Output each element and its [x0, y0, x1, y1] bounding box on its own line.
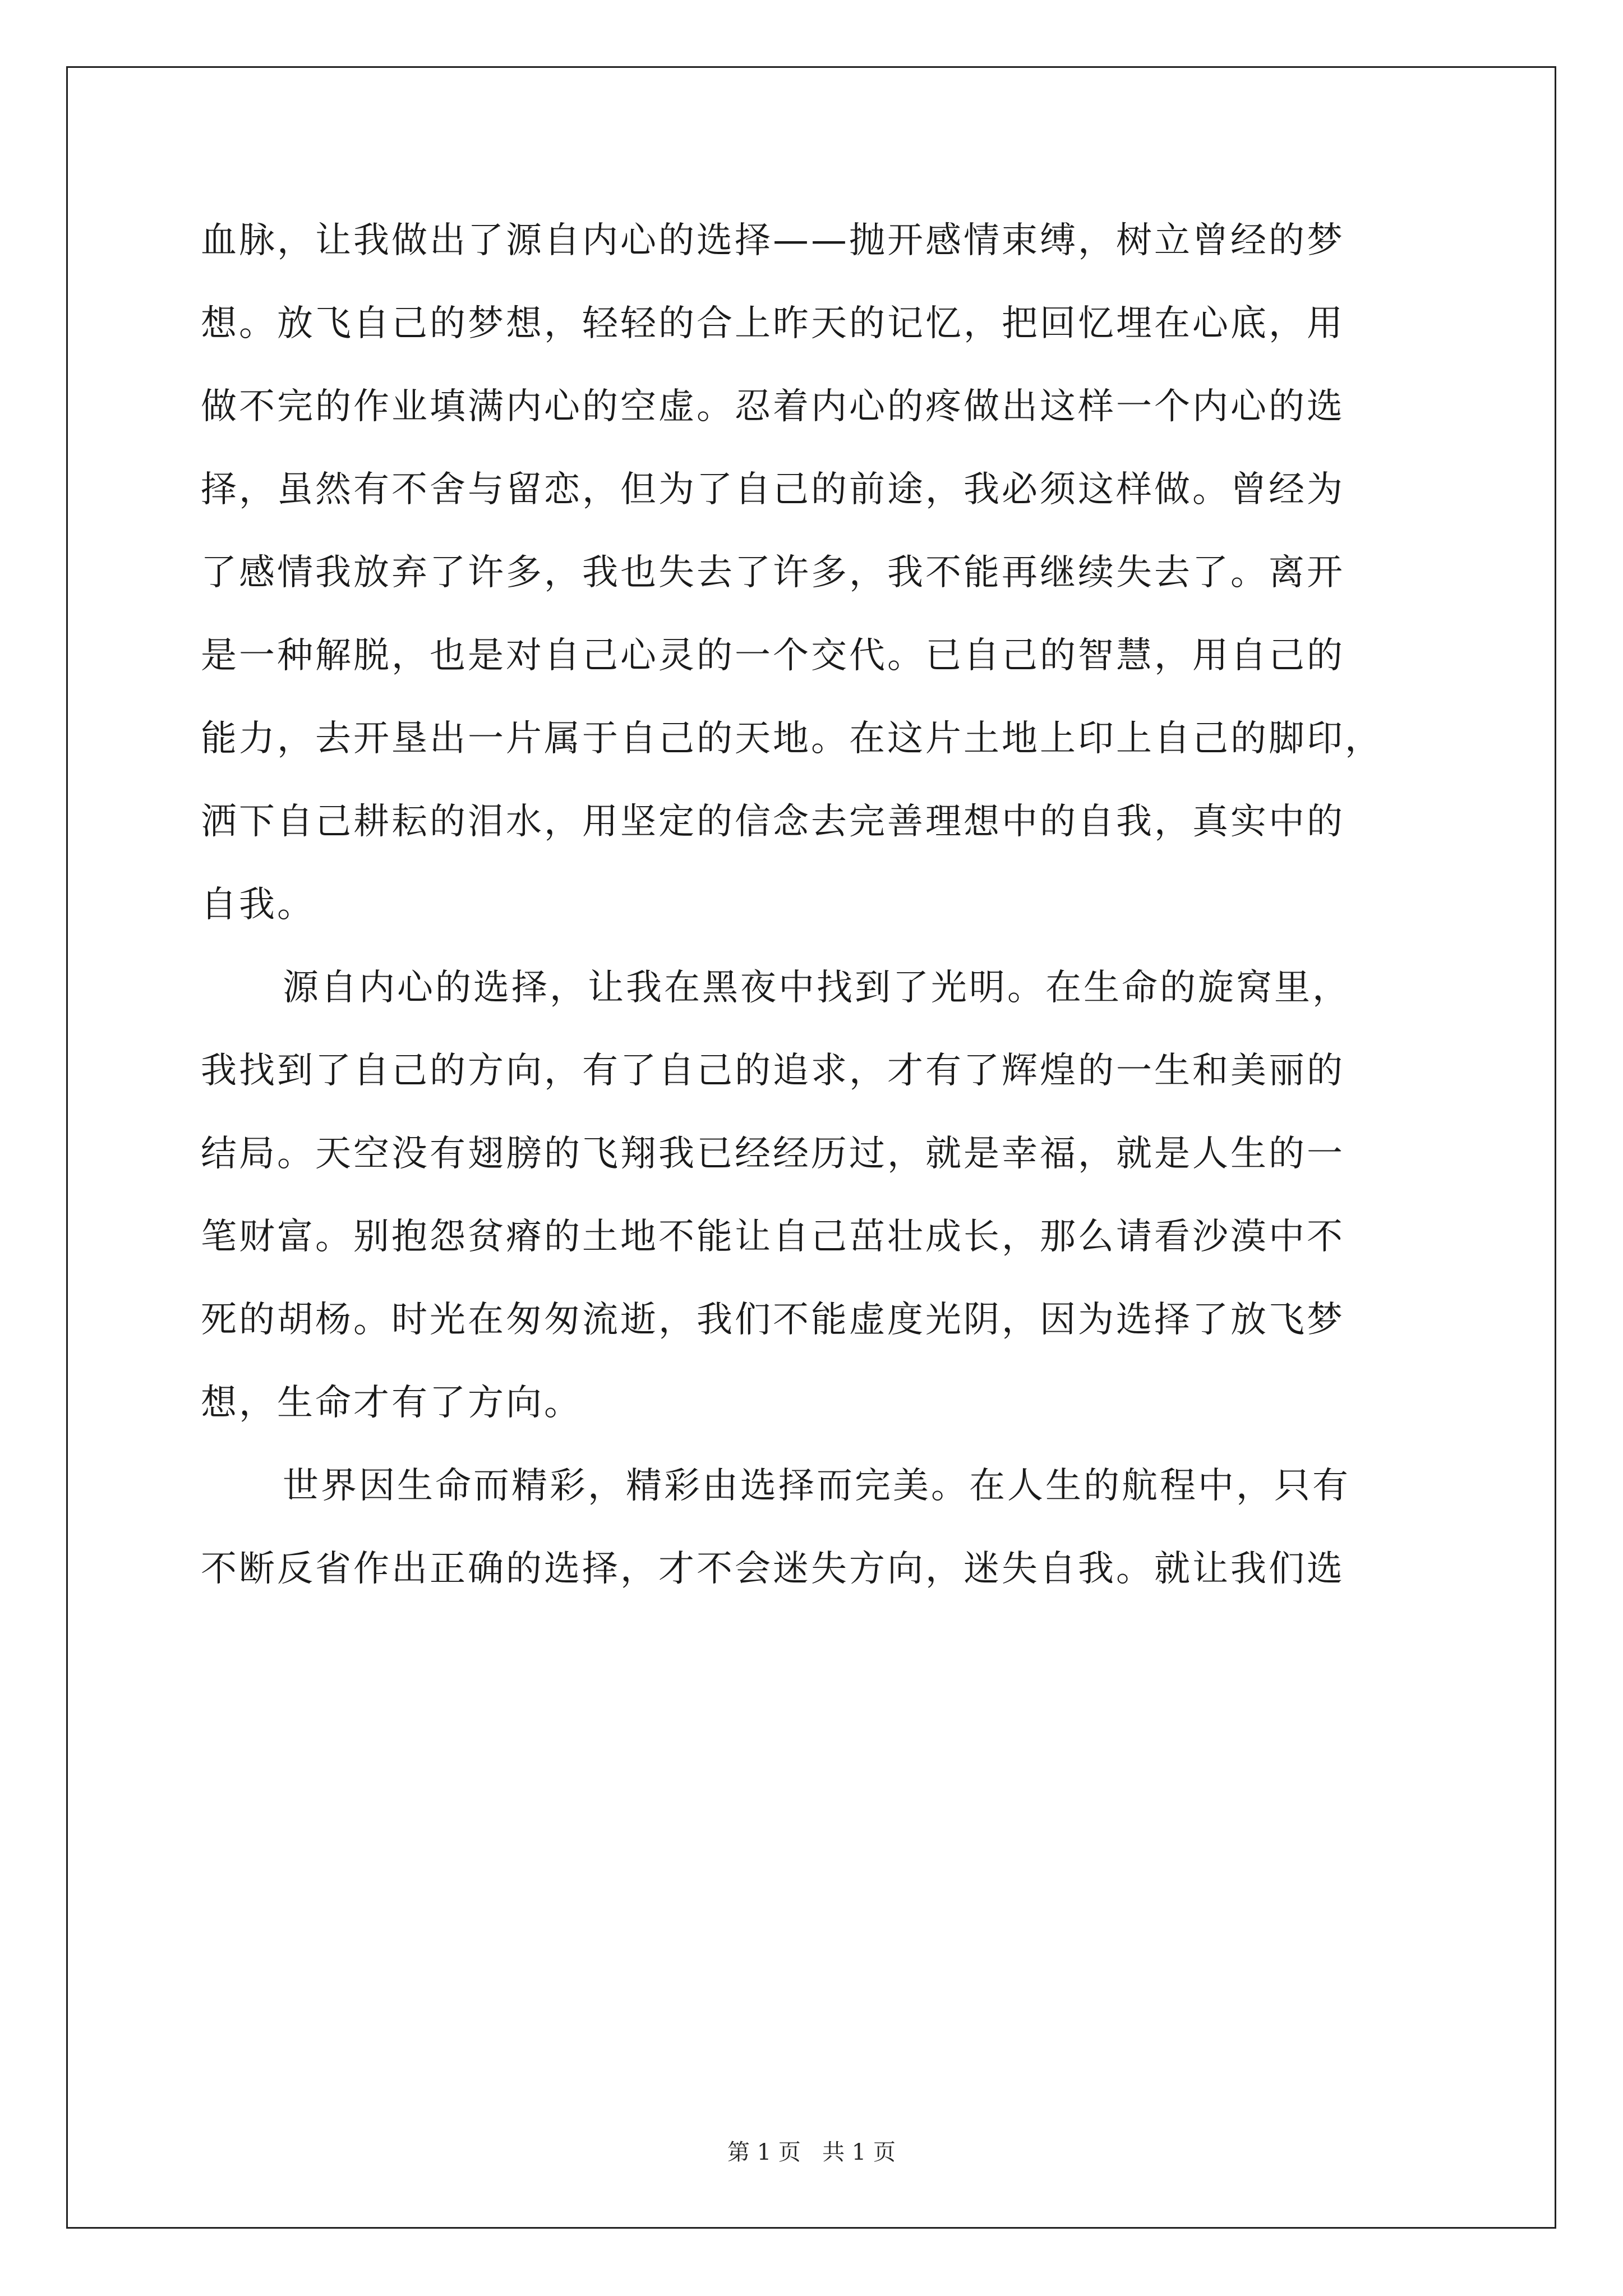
text-line: 是一种解脱，也是对自己心灵的一个交代。已自己的智慧，用自己的 — [201, 635, 1345, 677]
text-line: 了感情我放弃了许多，我也失去了许多，我不能再继续失去了。离开 — [201, 552, 1345, 593]
text-line: 择，虽然有不舍与留恋，但为了自己的前途，我必须这样做。曾经为 — [201, 469, 1345, 510]
text-line: 血脉，让我做出了源自内心的选择——抛开感情束缚，树立曾经的梦 — [201, 220, 1345, 261]
text-line: 死的胡杨。时光在匆匆流逝，我们不能虚度光阴，因为选择了放飞梦 — [201, 1299, 1345, 1341]
text-line: 我找到了自己的方向，有了自己的追求，才有了辉煌的一生和美丽的 — [201, 1050, 1345, 1092]
text-line: 能力，去开垦出一片属于自己的天地。在这片土地上印上自己的脚印， — [201, 718, 1383, 760]
paragraph-first-line: 世界因生命而精彩，精彩由选择而完美。在人生的航程中，只有 — [283, 1465, 1350, 1507]
text-line: 结局。天空没有翅膀的飞翔我已经经历过，就是幸福，就是人生的一 — [201, 1133, 1345, 1175]
page-footer: 第 1 页 共 1 页 — [727, 2139, 896, 2165]
paragraph-first-line: 源自内心的选择，让我在黑夜中找到了光明。在生命的旋窝里， — [283, 967, 1350, 1009]
text-line: 想。放飞自己的梦想，轻轻的合上昨天的记忆，把回忆埋在心底，用 — [201, 303, 1345, 344]
text-line: 做不完的作业填满内心的空虚。忍着内心的疼做出这样一个内心的选 — [201, 386, 1345, 427]
text-line: 想，生命才有了方向。 — [201, 1382, 582, 1424]
text-line: 洒下自己耕耘的泪水，用坚定的信念去完善理想中的自我，真实中的 — [201, 801, 1345, 843]
text-line: 自我。 — [201, 884, 315, 926]
text-line: 不断反省作出正确的选择，才不会迷失方向，迷失自我。就让我们选 — [201, 1548, 1345, 1590]
document-body — [201, 219, 1429, 1630]
text-line: 笔财富。别抱怨贫瘠的土地不能让自己茁壮成长，那么请看沙漠中不 — [201, 1216, 1345, 1258]
